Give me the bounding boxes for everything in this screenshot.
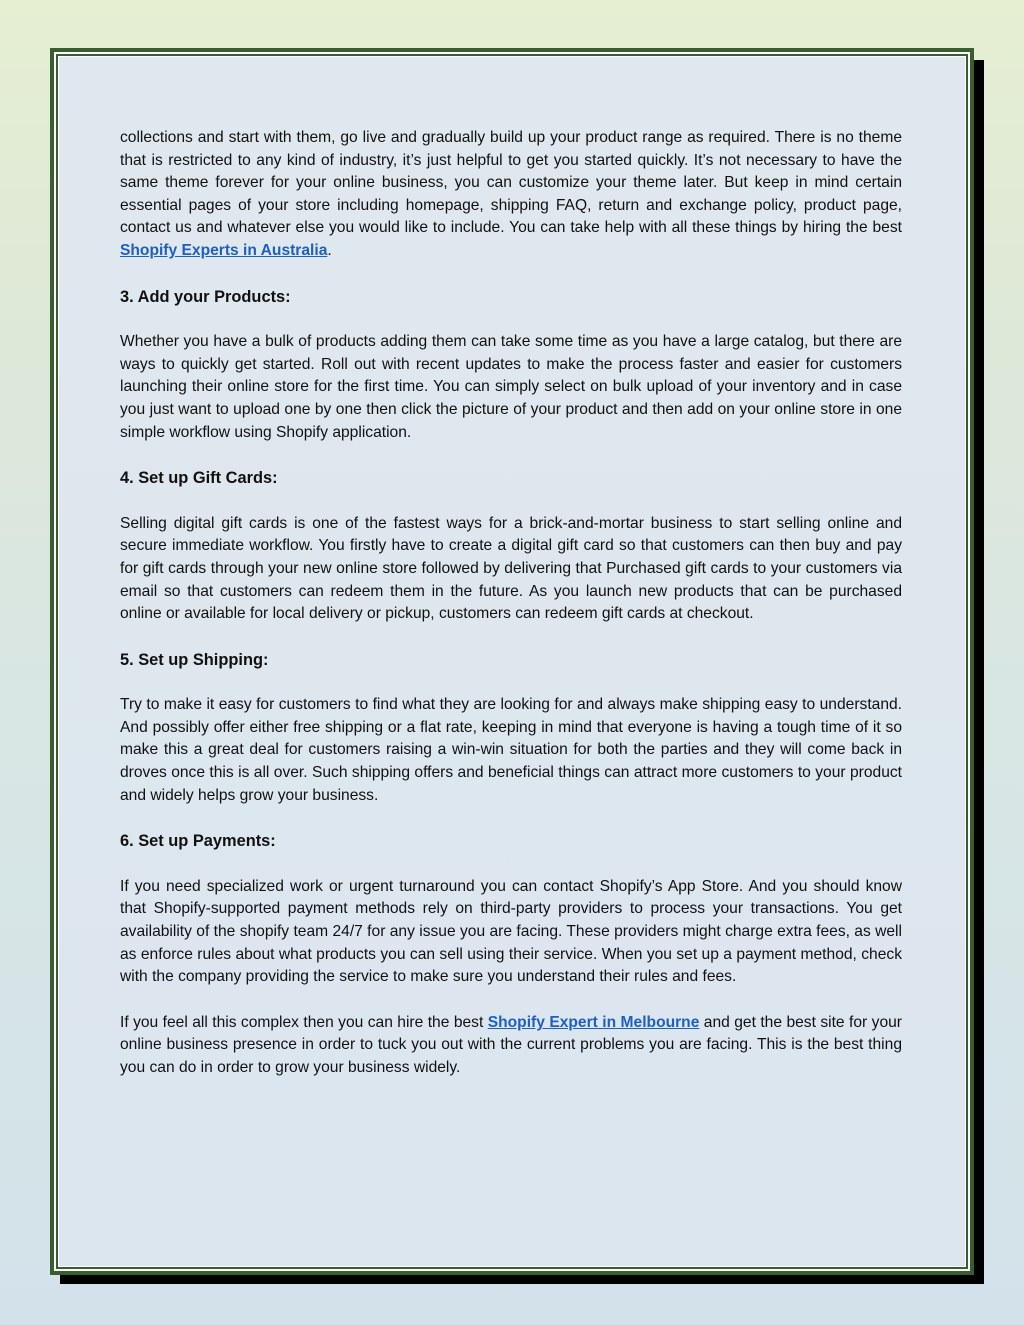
section-heading-products: 3. Add your Products: — [120, 287, 291, 306]
section-body-products: Whether you have a bulk of products adding them can take some time as you have a large catalog, but there are ways to quickly get started. Roll out with recent updates to make the process faster and easier for customers launching their online store for the first time. You can simply select on bulk upload of your inventory and in case you just want to upload one by one then click the picture of your product and then add on your online store in one simple workflow using Shopify application. — [120, 333, 902, 441]
shopify-experts-australia-link[interactable]: Shopify Experts in Australia — [120, 241, 328, 259]
section-heading-gift-cards: 4. Set up Gift Cards: — [120, 469, 278, 488]
section-body-payments: If you need specialized work or urgent turnaround you can contact Shopify’s App Store. And you should know that Shopify-supported payment methods rely on third-party providers to process your transactions. You get availability of the shopify team 24/7 for any issue you are facing. These providers might charge extra fees, as well as enforce rules about what products you can sell using their service. When you set up a payment method, check with the company providing the service to make sure you understand their rules and fees. — [120, 877, 902, 986]
closing-paragraph — [120, 1012, 902, 1080]
document-content — [120, 127, 902, 1103]
section-heading-payments: 6. Set up Payments: — [120, 832, 276, 851]
page-border-frame — [50, 48, 974, 1275]
document-page — [58, 56, 966, 1267]
section-body-gift-cards: Selling digital gift cards is one of the fastest ways for a brick-and-mortar business to start selling online and secure immediate workflow. You firstly have to create a digital gift card so that customers can then buy and pay for gift cards through your new online store followed by delivering that Purchased gift cards to your customers via email so that customers can redeem them in the future. As you launch new products that can be purchased online or available for local delivery or pickup, customers can redeem gift cards at checkout. — [120, 514, 902, 623]
intro-text: collections and start with them, go live and gradually build up your product range as required. There is no theme that is restricted to any kind of industry, it’s just helpful to get you started quickly. It’s not necessary to have the same theme forever for your online business, you can customize your theme later. But keep in mind certain essential pages of your store including homepage, shipping FAQ, return and exchange policy, product page, contact us and whatever else you would like to include. You can take help with all these things by hiring the best — [120, 129, 902, 237]
intro-paragraph — [120, 127, 902, 263]
closing-after-link: and get the best site for your online business presence in order to tuck you out with the current problems you are facing. This is the best thing you can do in order to grow your business widely. — [120, 1013, 902, 1076]
page-border-inner — [54, 52, 970, 1271]
closing-text: If you feel all this complex then you can hire the best — [120, 1013, 488, 1031]
shopify-expert-melbourne-link[interactable]: Shopify Expert in Melbourne — [487, 1013, 700, 1031]
section-body-shipping: Try to make it easy for customers to find what they are looking for and always make shipping easy to understand. And possibly offer either free shipping or a flat rate, keeping in mind that everyone is having a tough time of it so make this a great deal for customers raising a win-win situation for both the parties and they will come back in droves once this is all over. Such shipping offers and beneficial things can attract more customers to your product and widely helps grow your business. — [120, 696, 902, 804]
intro-after-link: . — [327, 241, 332, 259]
section-heading-shipping: 5. Set up Shipping: — [120, 650, 269, 669]
